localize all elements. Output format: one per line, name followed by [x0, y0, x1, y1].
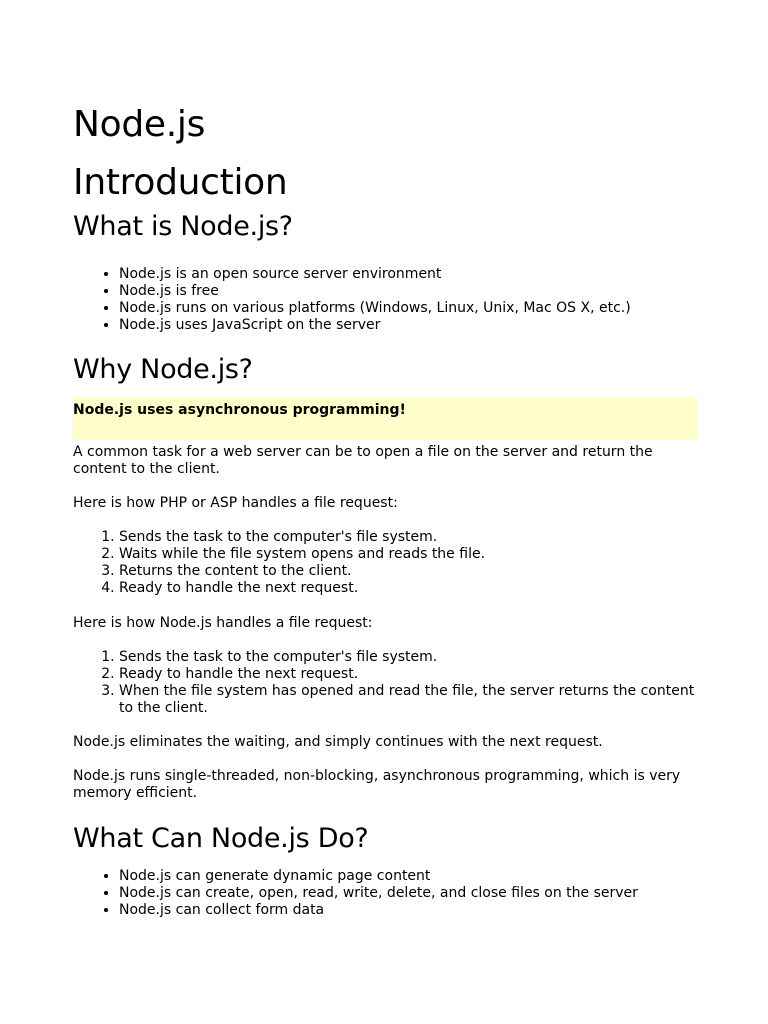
highlight-note: Node.js uses asynchronous programming! [73, 397, 697, 440]
list-item: 3. When the file system has opened and read the file, the server returns the content to the client. [119, 683, 697, 717]
list-item: • Node.js can create, open, read, write, delete, and close files on the server [119, 885, 697, 902]
list-item: 3. Returns the content to the client. [119, 563, 697, 580]
heading-what-can-nodejs-do: What Can Node.js Do? [73, 823, 369, 854]
list-item: • Node.js runs on various platforms (Windows, Linux, Unix, Mac OS X, etc.) [119, 300, 697, 317]
list-item: 2. Ready to handle the next request. [119, 666, 697, 683]
list-item: • Node.js can generate dynamic page content [119, 868, 697, 885]
document-content [73, 96, 697, 919]
list-item: • Node.js is an open source server environment [119, 266, 697, 283]
what-can-list [73, 868, 697, 919]
heading-why-nodejs: Why Node.js? [73, 354, 253, 385]
php-steps-list [73, 529, 697, 597]
list-item: • Node.js uses JavaScript on the server [119, 317, 697, 334]
list-item: 1. Sends the task to the computer's file system. [119, 529, 697, 546]
paragraph-node-lead: Here is how Node.js handles a file request: [73, 615, 373, 631]
page-title-line-2: Introduction [73, 162, 288, 203]
paragraph-eliminates-waiting: Node.js eliminates the waiting, and simply continues with the next request. [73, 734, 603, 750]
list-item: 1. Sends the task to the computer's file system. [119, 649, 697, 666]
heading-what-is-nodejs: What is Node.js? [73, 211, 293, 242]
node-steps-list [73, 649, 697, 717]
page-title [73, 96, 697, 212]
what-is-list [73, 266, 697, 334]
list-item: • Node.js can collect form data [119, 902, 697, 919]
paragraph-intro: A common task for a web server can be to open a file on the server and return the content to the client. [73, 444, 653, 477]
list-item: • Node.js is free [119, 283, 697, 300]
list-item: 2. Waits while the file system opens and reads the file. [119, 546, 697, 563]
paragraph-single-threaded: Node.js runs single-threaded, non-blocking, asynchronous programming, which is very memory efficient. [73, 768, 681, 801]
page-title-line-1: Node.js [73, 104, 206, 145]
paragraph-php-lead: Here is how PHP or ASP handles a file request: [73, 495, 398, 511]
list-item: 4. Ready to handle the next request. [119, 580, 697, 597]
